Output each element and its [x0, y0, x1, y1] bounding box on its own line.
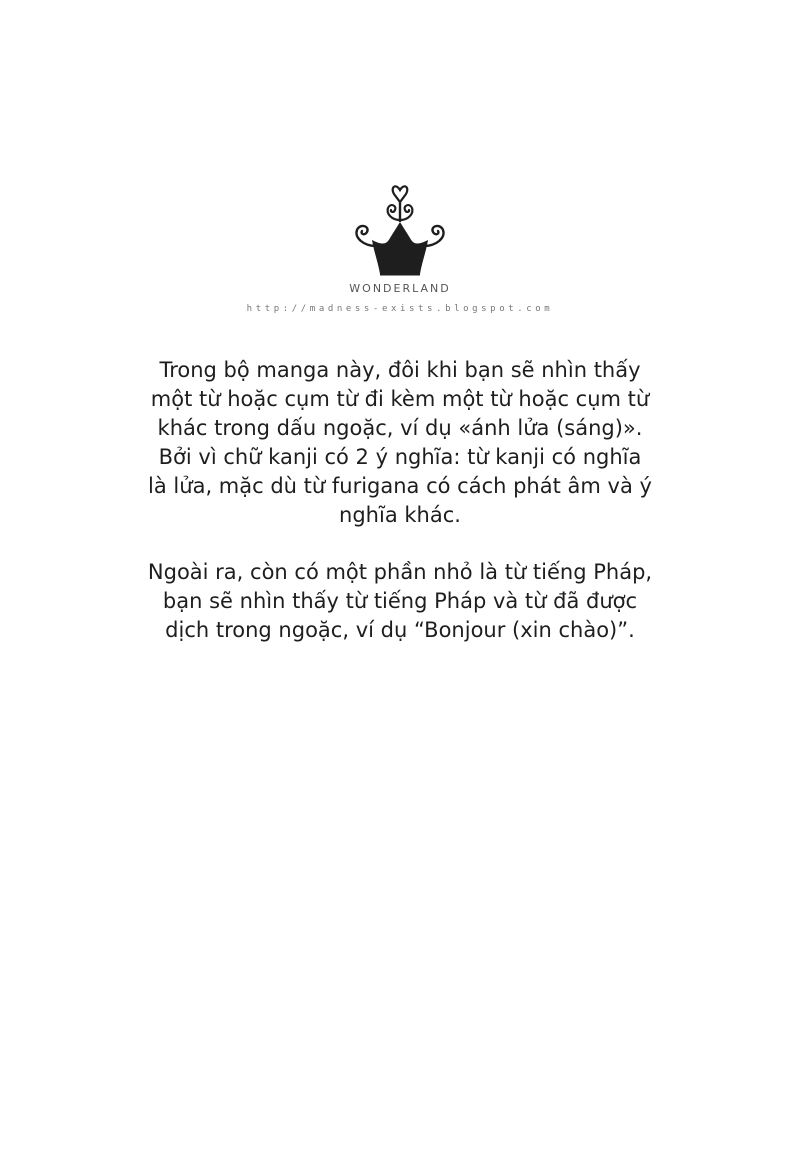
- note-line: một từ hoặc cụm từ đi kèm một từ hoặc cụm từ: [150, 387, 650, 411]
- note-line: dịch trong ngoặc, ví dụ “Bonjour (xin chào)”.: [165, 618, 635, 642]
- note-line: Bởi vì chữ kanji có 2 ý nghĩa: từ kanji có nghĩa: [158, 445, 642, 469]
- note-paragraph-2: [100, 558, 700, 645]
- wonderland-logo: [0, 180, 800, 315]
- note-line: bạn sẽ nhìn thấy từ tiếng Pháp và từ đã được: [162, 589, 638, 613]
- translator-note: [100, 356, 700, 645]
- brand-name: WONDERLAND: [349, 282, 451, 295]
- blog-url: http://madness-exists.blogspot.com: [246, 304, 554, 314]
- note-line: nghĩa khác.: [339, 503, 461, 527]
- note-line: là lửa, mặc dù từ furigana có cách phát âm và ý: [148, 474, 652, 498]
- note-paragraph-1: [100, 356, 700, 530]
- note-line: khác trong dấu ngoặc, ví dụ «ánh lửa (sáng)».: [157, 416, 643, 440]
- crown-icon: [330, 180, 470, 280]
- note-line: Ngoài ra, còn có một phần nhỏ là từ tiếng Pháp,: [147, 560, 653, 584]
- note-line: Trong bộ manga này, đôi khi bạn sẽ nhìn thấy: [159, 358, 641, 382]
